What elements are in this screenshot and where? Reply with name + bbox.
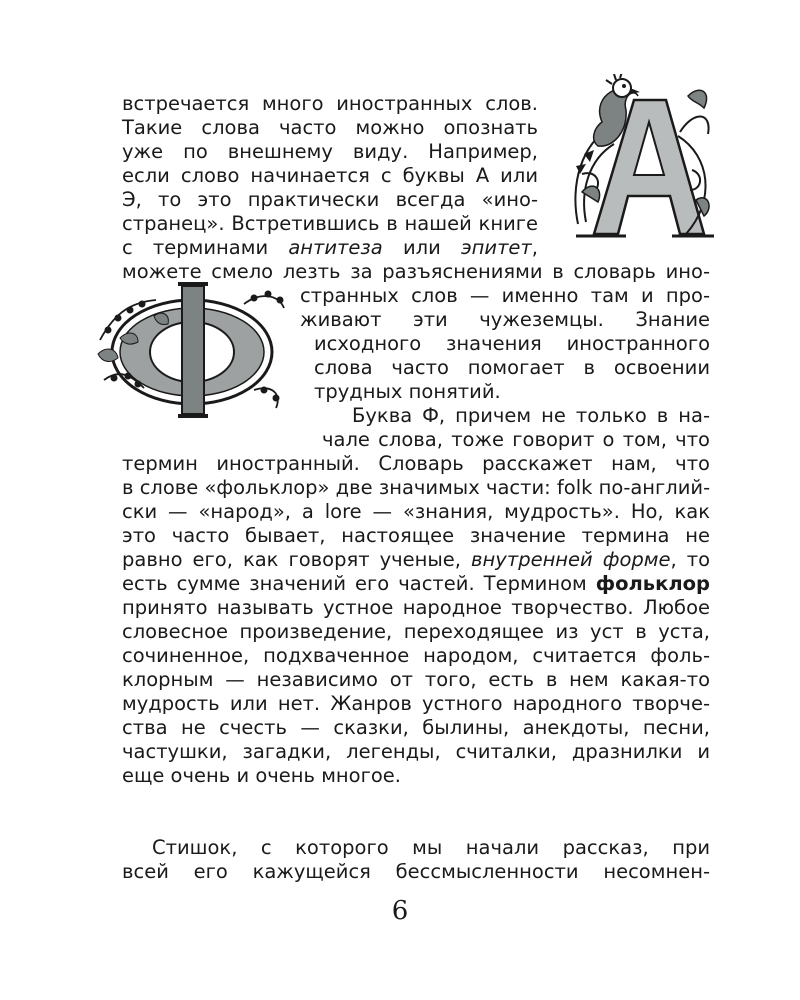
text-line: это часто бывает, настоящее значение термина не	[122, 524, 710, 547]
text-line: чале слова, тоже говорит о том, что	[322, 428, 710, 451]
text-line: странных слов — именно там и про-	[300, 284, 710, 307]
text-line: если слово начинается с буквы А или	[122, 164, 538, 187]
text-line: живают эти чужеземцы. Знание	[300, 308, 710, 331]
text-fragment: то	[686, 548, 711, 571]
text-line: странец». Встретившись в нашей книге	[122, 212, 538, 235]
term-folklor: фольклор	[595, 572, 710, 595]
text-line: мудрость или нет. Жанров устного народного творче-	[122, 692, 710, 715]
text-fragment: или	[402, 236, 441, 259]
text-line: уже по внешнему виду. Например,	[122, 140, 538, 163]
drop-cap-a-bird-icon	[568, 74, 718, 250]
text-line: словесное произведение, переходящее из уст в уста,	[122, 620, 710, 643]
text-line: равно его, как говорят ученые, внутренней форме, то	[122, 548, 711, 571]
text-line: исходного значения иностранного	[314, 332, 710, 355]
drop-cap-f-ornament-icon	[94, 280, 294, 420]
text-line: ски — «народ», а lore — «знания, мудрость». Но, как	[122, 500, 710, 523]
text-fragment: с терминами	[122, 236, 269, 259]
text-line: сочиненное, подхваченное народом, считается фоль-	[122, 644, 710, 667]
text-line: термин иностранный. Словарь расскажет нам, что	[122, 452, 710, 475]
text-line: встречается много иностранных слов.	[122, 92, 538, 115]
text-line: трудных понятий.	[314, 380, 501, 403]
text-fragment: есть сумме значений его частей. Термином	[122, 572, 587, 595]
page-number: 6	[391, 896, 409, 926]
text-line: ства не счесть — сказки, былины, анекдоты, песни,	[122, 716, 710, 739]
text-line	[122, 572, 710, 596]
text-line: Такие слова часто можно опознать	[122, 116, 538, 139]
text-line: частушки, загадки, легенды, считалки, дразнилки и	[122, 740, 710, 763]
text-line: Буква Ф, причем не только в на-	[352, 404, 710, 427]
text-line: Э, то это практически всегда «ино-	[122, 188, 538, 211]
text-line: всей его кажущейся бессмысленности несомнен-	[122, 860, 710, 883]
text-line: в слове «фольклор» две значимых части: folk по-англий-	[122, 476, 711, 499]
text-line: слова часто помогает в освоении	[314, 356, 710, 379]
text-line: клорным — независимо от того, есть в нем какая-то	[122, 668, 710, 691]
text-line: принято называть устное народное творчество. Любое	[122, 596, 710, 619]
term-antiteza: антитеза	[288, 236, 383, 259]
text-line: с терминами антитеза или эпитет,	[122, 236, 538, 259]
term-epitet: эпитет	[460, 236, 532, 259]
text-line: Стишок, с которого мы начали рассказ, при	[152, 836, 710, 859]
text-fragment: равно его, как говорят ученые,	[122, 548, 461, 571]
text-line: еще очень и очень многое.	[122, 764, 401, 787]
text-line: можете смело лезть за разъяснениями в словарь ино-	[122, 260, 710, 283]
term-vnutrennyaya-forma: внутренней форме	[471, 548, 671, 571]
